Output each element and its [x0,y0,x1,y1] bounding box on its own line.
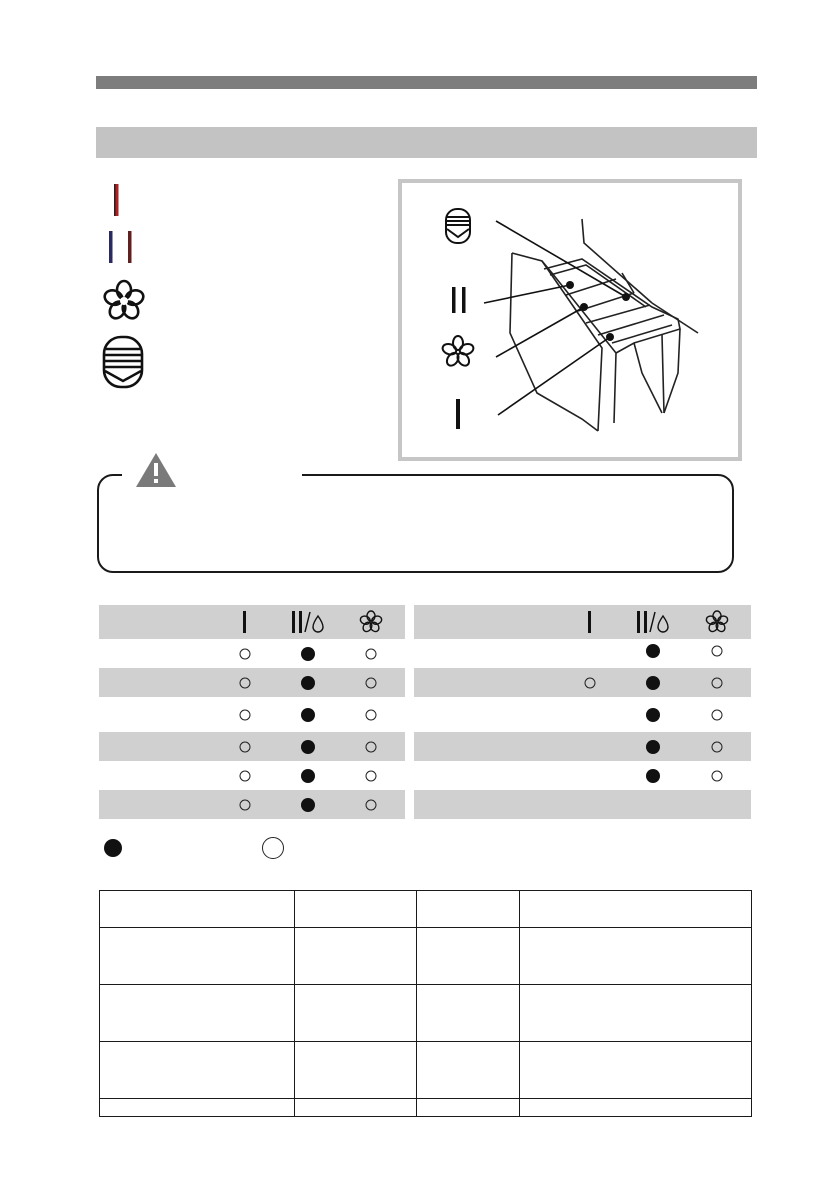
mainwash-liquid-icon [291,610,325,634]
double-bar-icon [106,228,136,271]
table-row [99,761,405,790]
table-row [414,761,751,790]
table-row [100,985,752,1042]
required-legend-icon [104,839,122,857]
diagram-double-bar-icon [452,287,466,313]
table-row [100,928,752,985]
program-table-left [99,605,405,819]
table-row [100,1099,752,1117]
dispenser-diagram [398,179,742,461]
table-row [100,1042,752,1099]
program-table-right [414,605,751,819]
table-row [100,891,752,928]
header-bar [96,76,757,89]
optional-legend-icon [262,837,284,859]
section-title-bar [96,127,757,158]
max-level-icon [102,335,146,394]
softener-icon [359,610,383,634]
table-header [99,605,405,639]
flower-icon [102,279,146,328]
mainwash-liquid-icon [636,610,670,634]
table-row [99,639,405,668]
prewash-icon [587,610,593,634]
table-row [414,668,751,697]
softener-icon [705,610,729,634]
warning-triangle-icon [134,451,178,494]
table-row [99,668,405,697]
detergent-table [99,890,752,1117]
diagram-max-level-icon [446,209,470,243]
table-row [414,697,751,732]
table-row [99,697,405,732]
diagram-flower-icon [441,336,475,368]
table-row [99,732,405,761]
prewash-icon [242,610,248,634]
warning-box [97,474,734,573]
diagram-single-bar-icon [456,399,460,429]
table-row [414,732,751,761]
table-row [414,790,751,819]
table-header [414,605,751,639]
table-row [414,639,751,668]
single-bar-icon [112,182,122,223]
table-row [99,790,405,819]
